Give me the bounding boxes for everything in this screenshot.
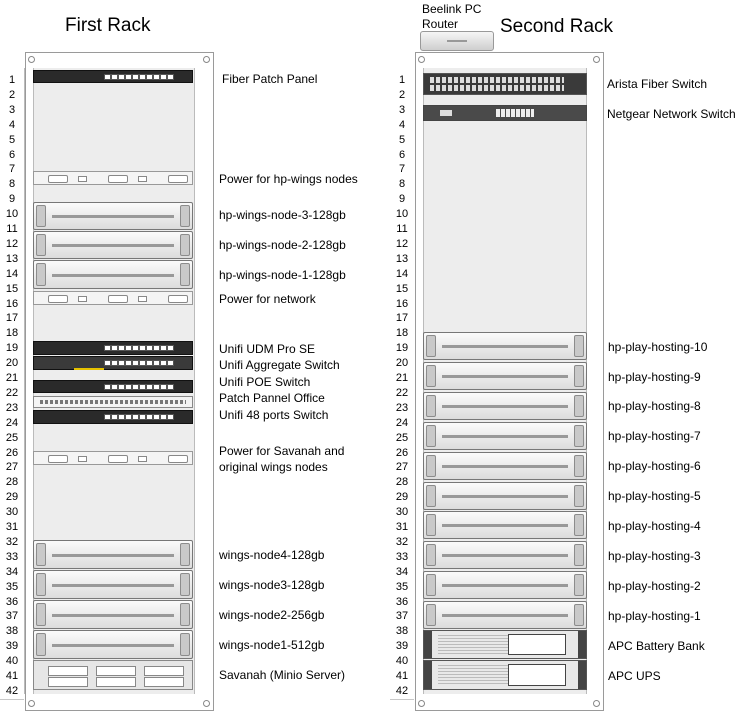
hp-play-hosting-server: [423, 541, 587, 569]
udm-pro-se-device: [33, 341, 193, 355]
hp-play-hosting-server: [423, 332, 587, 360]
rack2-screw: [593, 700, 600, 707]
rack-unit-number: 20: [390, 356, 414, 372]
label-poe-switch: Unifi POE Switch: [219, 375, 311, 389]
aggregate-switch-device: [33, 356, 193, 370]
rack-unit-number: 24: [0, 416, 24, 432]
rack-unit-number: 41: [390, 669, 414, 685]
label-power-network: Power for network: [219, 292, 316, 306]
label-wings-node4: wings-node4-128gb: [219, 548, 325, 562]
rack-unit-number: 38: [390, 624, 414, 640]
wings-node1-server: [33, 630, 193, 659]
label-hp-wings-node-2: hp-wings-node-2-128gb: [219, 238, 346, 252]
label-hp-wings-node-3: hp-wings-node-3-128gb: [219, 208, 346, 222]
fiber-patch-panel-device: [33, 70, 193, 83]
rack-unit-number: 38: [0, 624, 24, 640]
label-power-savanah-line2: original wings nodes: [219, 460, 328, 474]
rack-unit-number: 34: [390, 565, 414, 581]
label-hp-play-hosting-10: hp-play-hosting-10: [608, 340, 708, 354]
rack-unit-number: 27: [0, 460, 24, 476]
label-wings-node1: wings-node1-512gb: [219, 638, 325, 652]
rack-unit-number: 23: [0, 401, 24, 417]
rack2-screw: [418, 56, 425, 63]
rack-unit-number: 11: [390, 222, 414, 238]
rack-unit-number: 2: [390, 88, 414, 104]
rack-unit-number: 15: [0, 282, 24, 298]
rack-unit-number: 1: [0, 73, 24, 89]
hp-play-hosting-server: [423, 392, 587, 420]
label-hp-play-hosting-7: hp-play-hosting-7: [608, 429, 701, 443]
rack-unit-number: 37: [0, 609, 24, 625]
rack-unit-number: 11: [0, 222, 24, 238]
rack-unit-number: 7: [0, 162, 24, 178]
rack-unit-number: 41: [0, 669, 24, 685]
second-rack-title: Second Rack: [500, 16, 614, 37]
hp-play-hosting-server: [423, 482, 587, 510]
rack-unit-number: 16: [0, 297, 24, 313]
rack-unit-number: 5: [390, 133, 414, 149]
rack1-rail: [24, 68, 25, 694]
apc-ups-device: [423, 660, 587, 690]
rack-unit-number: 12: [390, 237, 414, 253]
rack-unit-number: 39: [0, 639, 24, 655]
label-wings-node3: wings-node3-128gb: [219, 578, 325, 592]
rack-unit-number: 22: [0, 386, 24, 402]
rack1-screw: [28, 700, 35, 707]
label-hp-play-hosting-4: hp-play-hosting-4: [608, 519, 701, 533]
beelink-label-line2: Router: [422, 17, 459, 31]
rack-unit-number: 29: [390, 490, 414, 506]
power-network-pdu: [33, 291, 193, 305]
rack-unit-number: 25: [0, 431, 24, 447]
hp-wings-node-2-server: [33, 231, 193, 259]
rack-unit-number: 33: [390, 550, 414, 566]
rack-unit-number: 5: [0, 133, 24, 149]
rack-unit-number: 28: [390, 475, 414, 491]
label-hp-play-hosting-8: hp-play-hosting-8: [608, 399, 701, 413]
rack-unit-number: 26: [390, 446, 414, 462]
rack-unit-number: 35: [390, 580, 414, 596]
rack1-screw: [28, 56, 35, 63]
rack-unit-number: 29: [0, 490, 24, 506]
label-netgear-switch: Netgear Network Switch: [607, 107, 736, 121]
rack-unit-number: 27: [390, 460, 414, 476]
rack-unit-number: 10: [0, 207, 24, 223]
rack-unit-number: 13: [0, 252, 24, 268]
rack-unit-number: 25: [390, 431, 414, 447]
rack-unit-number: 12: [0, 237, 24, 253]
rack-unit-number: 33: [0, 550, 24, 566]
label-hp-play-hosting-9: hp-play-hosting-9: [608, 370, 701, 384]
power-savanah-pdu: [33, 451, 193, 465]
rack-unit-number: 19: [0, 341, 24, 357]
rack2-screw: [593, 56, 600, 63]
rack-unit-number: 36: [390, 595, 414, 611]
hp-play-hosting-server: [423, 452, 587, 480]
rack-unit-number: 18: [390, 326, 414, 342]
label-aggregate-switch: Unifi Aggregate Switch: [219, 358, 340, 372]
label-hp-play-hosting-5: hp-play-hosting-5: [608, 489, 701, 503]
rack-unit-number: 10: [390, 207, 414, 223]
hp-play-hosting-server: [423, 362, 587, 390]
rack1-screw: [203, 700, 210, 707]
rack-unit-number: 24: [390, 416, 414, 432]
label-power-savanah-line1: Power for Savanah and: [219, 444, 345, 458]
label-fiber-patch-panel: Fiber Patch Panel: [222, 72, 318, 86]
rack-unit-number: 32: [0, 535, 24, 551]
rack-unit-number: 14: [390, 267, 414, 283]
rack-unit-number: 36: [0, 595, 24, 611]
rack1-screw: [203, 56, 210, 63]
wings-node3-server: [33, 570, 193, 599]
rack-unit-number: 6: [0, 148, 24, 164]
rack-unit-number: 26: [0, 446, 24, 462]
arista-fiber-switch-device: [423, 73, 587, 95]
label-hp-play-hosting-1: hp-play-hosting-1: [608, 609, 701, 623]
rack-unit-number: 9: [390, 192, 414, 208]
label-apc-ups: APC UPS: [608, 669, 661, 683]
rack-unit-number: 35: [0, 580, 24, 596]
label-power-hp-wings: Power for hp-wings nodes: [219, 172, 358, 186]
rack-unit-number: 39: [390, 639, 414, 655]
rack-unit-number: 32: [390, 535, 414, 551]
rack-unit-number: 30: [390, 505, 414, 521]
rack-unit-number: 22: [390, 386, 414, 402]
label-patch-panel-office: Patch Pannel Office: [219, 391, 325, 405]
apc-battery-bank-device: [423, 630, 587, 659]
savanah-minio-server: [33, 660, 193, 690]
label-hp-play-hosting-2: hp-play-hosting-2: [608, 579, 701, 593]
rack-unit-number: 31: [0, 520, 24, 536]
rack-unit-number: 30: [0, 505, 24, 521]
wings-node2-server: [33, 600, 193, 629]
rack-unit-number: 23: [390, 401, 414, 417]
patch-panel-office-device: [33, 396, 193, 408]
rack-unit-number: 16: [390, 297, 414, 313]
first-rack-title: First Rack: [65, 15, 151, 36]
rack-unit-number: 17: [0, 311, 24, 327]
beelink-label-line1: Beelink PC: [422, 2, 482, 16]
rack-unit-number: 21: [0, 371, 24, 387]
rack-unit-number: 8: [390, 177, 414, 193]
label-arista-fiber-switch: Arista Fiber Switch: [607, 77, 708, 91]
hp-play-hosting-server: [423, 571, 587, 599]
rack-unit-number: 7: [390, 162, 414, 178]
hp-play-hosting-server: [423, 422, 587, 450]
rack-unit-number: 40: [390, 654, 414, 670]
rack-unit-number: 6: [390, 148, 414, 164]
label-hp-play-hosting-6: hp-play-hosting-6: [608, 459, 701, 473]
rack-unit-number: 14: [0, 267, 24, 283]
rack-unit-number: 3: [390, 103, 414, 119]
rack-unit-number: 34: [0, 565, 24, 581]
rack-unit-number: 42: [0, 684, 24, 700]
rack-unit-number: 28: [0, 475, 24, 491]
label-wings-node2: wings-node2-256gb: [219, 608, 325, 622]
rack-unit-number: 15: [390, 282, 414, 298]
rack-unit-number: 19: [390, 341, 414, 357]
label-savanah: Savanah (Minio Server): [219, 668, 346, 682]
rack2-screw: [418, 700, 425, 707]
rack-unit-number: 4: [390, 118, 414, 134]
rack-unit-number: 37: [390, 609, 414, 625]
beelink-logo: [447, 40, 467, 42]
netgear-switch-device: [423, 105, 587, 121]
power-hp-wings-pdu: [33, 171, 193, 185]
rack-unit-number: 18: [0, 326, 24, 342]
hp-wings-node-3-server: [33, 202, 193, 230]
rack-unit-number: 31: [390, 520, 414, 536]
beelink-router-device: [420, 31, 494, 51]
poe-switch-device: [33, 380, 193, 393]
rack-unit-number: 8: [0, 177, 24, 193]
rack-unit-number: 9: [0, 192, 24, 208]
hp-wings-node-1-server: [33, 260, 193, 289]
rack-unit-number: 4: [0, 118, 24, 134]
hp-play-hosting-server: [423, 601, 587, 629]
wings-node4-server: [33, 540, 193, 569]
hp-play-hosting-server: [423, 511, 587, 539]
rack-unit-number: 17: [390, 311, 414, 327]
rack-unit-number: 2: [0, 88, 24, 104]
label-hp-play-hosting-3: hp-play-hosting-3: [608, 549, 701, 563]
label-apc-battery-bank: APC Battery Bank: [608, 639, 705, 653]
switch-48-ports-device: [33, 410, 193, 424]
rack-unit-number: 13: [390, 252, 414, 268]
rack-unit-number: 3: [0, 103, 24, 119]
label-udm-pro-se: Unifi UDM Pro SE: [219, 342, 316, 356]
rack-unit-number: 21: [390, 371, 414, 387]
rack-unit-number: 1: [390, 73, 414, 89]
rack-unit-number: 20: [0, 356, 24, 372]
rack-unit-number: 40: [0, 654, 24, 670]
label-48-ports-switch: Unifi 48 ports Switch: [219, 408, 329, 422]
label-hp-wings-node-1: hp-wings-node-1-128gb: [219, 268, 346, 282]
rack-unit-number: 42: [390, 684, 414, 700]
